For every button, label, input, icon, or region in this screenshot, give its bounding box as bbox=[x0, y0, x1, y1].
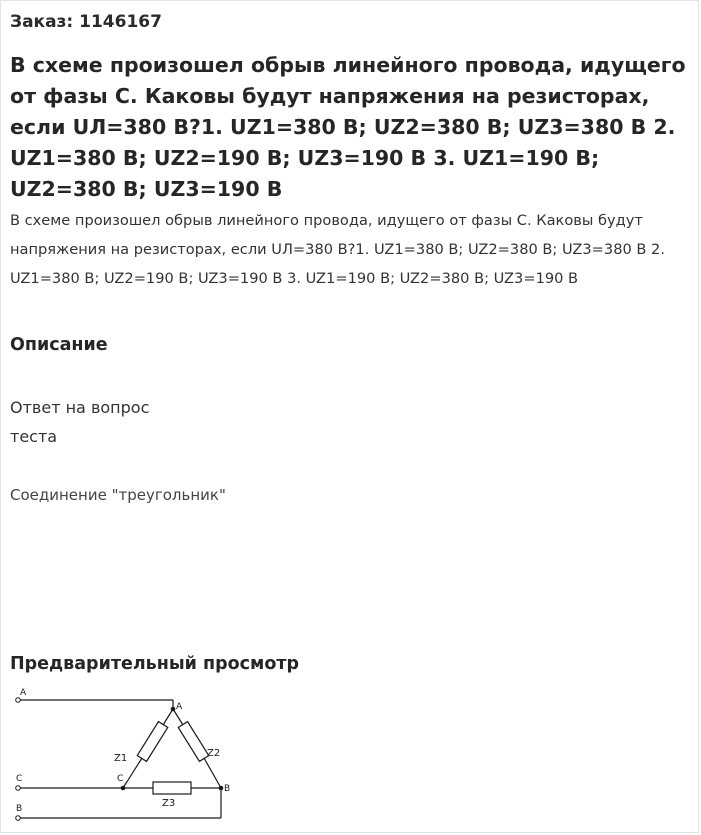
resistor-z3 bbox=[153, 782, 191, 794]
terminal-c bbox=[16, 786, 21, 791]
delta-circuit-diagram bbox=[11, 683, 251, 828]
description-answer-line-1: Ответ на вопрос bbox=[10, 398, 150, 417]
label-z2: Z2 bbox=[207, 748, 221, 759]
description-connection: Соединение "треугольник" bbox=[10, 486, 226, 504]
description-heading: Описание bbox=[10, 335, 108, 355]
node-a bbox=[171, 707, 176, 712]
label-line-b: B bbox=[16, 804, 23, 814]
label-node-c: C bbox=[117, 774, 124, 784]
question-title: В схеме произошел обрыв линейного провода, идущего от фазы С. Каковы будут напряжения на резисторах, если UЛ=380 В?1. UZ1=380 В; UZ2=380 В; UZ3=380 В 2. UZ1=380 В; UZ2=190 В; UZ3=190 В 3. UZ1=190 В; UZ2=380 В; UZ3=190 В bbox=[10, 53, 686, 201]
question-summary: В схеме произошел обрыв линейного провода, идущего от фазы С. Каковы будут напряжения на резисторах, если UЛ=380 В?1. UZ1=380 В; UZ2=380 В; UZ3=380 В 2. UZ1=380 В; UZ2=190 В; UZ3=190 В 3. UZ1=190 В; UZ2=380 В; UZ3=190 В bbox=[10, 212, 665, 287]
label-z3: Z3 bbox=[162, 798, 176, 809]
description-answer-line-2: теста bbox=[10, 427, 58, 446]
node-c bbox=[121, 786, 126, 791]
terminal-b bbox=[16, 816, 21, 821]
terminal-a bbox=[16, 698, 21, 703]
wire-z2-bottom bbox=[204, 758, 221, 788]
order-number: Заказ: 1146167 bbox=[10, 12, 162, 32]
preview-heading: Предварительный просмотр bbox=[10, 654, 300, 674]
resistor-z1 bbox=[137, 722, 168, 762]
label-node-b: B bbox=[224, 784, 231, 794]
label-line-a: A bbox=[20, 688, 27, 698]
node-b bbox=[219, 786, 224, 791]
label-line-c: C bbox=[16, 774, 23, 784]
wire-z1-top bbox=[163, 709, 173, 725]
label-node-a: A bbox=[176, 702, 183, 712]
resistor-z2 bbox=[178, 722, 209, 762]
label-z1: Z1 bbox=[114, 753, 128, 764]
